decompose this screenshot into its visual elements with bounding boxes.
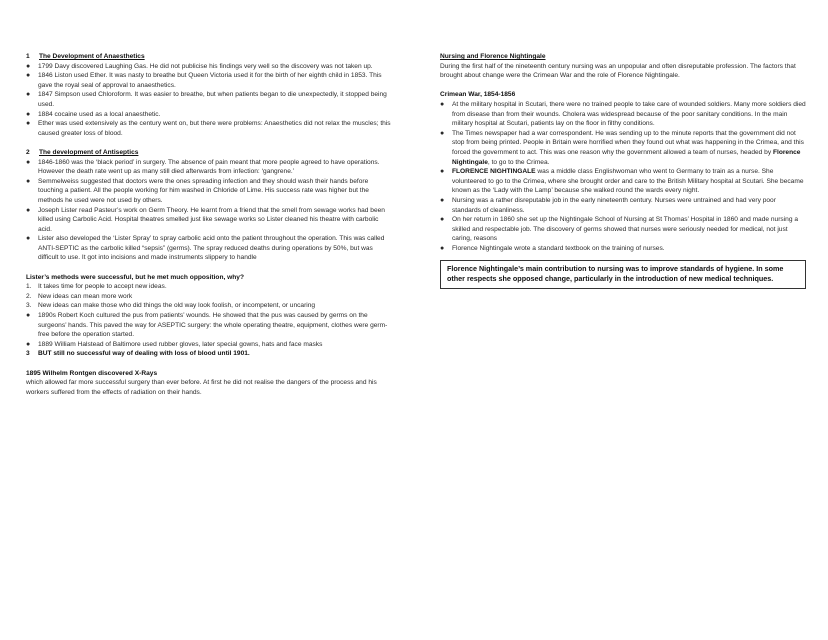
bullet-icon: ● bbox=[26, 110, 31, 118]
crimean-list bbox=[440, 100, 806, 254]
summary-callout-box: Florence Nightingale’s main contribution to nursing was to improve standards of hygiene. In some other respects she opposed change, particularly in the introduction of new medical techniques. bbox=[440, 260, 806, 289]
list-item: ● The Times newspaper had a war correspondent. He was sending up to the minute reports that the government did not stop from being printed. People in Britain were horrified when they found out what was happening in the Crimea, and this forced the government to act. This was one reason why the government allowed a team of nurses, headed by Florence Nightingale, to go to the Crimea. bbox=[440, 129, 804, 166]
bullet-icon: ● bbox=[440, 168, 445, 176]
bullet-icon: ● bbox=[26, 120, 31, 128]
bullet-icon: ● bbox=[440, 100, 445, 108]
list-item: ● FLORENCE NIGHTINGALE was a middle class Englishwoman who went to Germany to train as a nurse. She volunteered to go to the Crimea, where she brought order and care to the British Military hospital at Scutari. She became known as the ‘Lady with the Lamp’ because she walked round the wards every night. bbox=[440, 168, 804, 195]
bullet-icon: ● bbox=[26, 235, 31, 243]
section-number: 1 bbox=[26, 53, 30, 60]
section-title: The Development of Anaesthetics bbox=[39, 53, 145, 60]
bullet-icon: ● bbox=[26, 158, 31, 166]
xray-heading: 1895 Wilhelm Rontgen discovered X-Rays bbox=[26, 369, 158, 377]
anaesthetics-list bbox=[26, 62, 394, 139]
bullet-icon: ● bbox=[440, 129, 445, 137]
list-item: ● 1847 Simpson used Chloroform. It was easier to breathe, but when patients began to die unexpectedly, it stopped being used. bbox=[26, 91, 387, 108]
section-antiseptics-heading bbox=[26, 148, 394, 158]
list-item: 3. New ideas can make those who did things the old way look foolish, or incompetent, or uncaring bbox=[26, 302, 316, 310]
bullet-icon: ● bbox=[440, 216, 445, 224]
bullet-icon: ● bbox=[26, 62, 31, 70]
list-item: ● Joseph Lister read Pasteur’s work on Germ Theory. He learnt from a friend that the smell from sewage works had been killed using Carbolic Acid. Hospital theatres smelled just like sewage works so Lister cleaned his theatre with carbolic acid. bbox=[26, 206, 385, 233]
list-number: 2. bbox=[26, 292, 32, 300]
list-item: ● Nursing was a rather disreputable job in the early nineteenth century. Nurses were untrained and had very poor standards of cleanliness. bbox=[440, 196, 776, 214]
list-item: ● 1884 cocaine used as a local anaesthetic. bbox=[26, 110, 161, 118]
list-item: ● On her return in 1860 she set up the Nightingale School of Nursing at St Thomas’ Hospital in 1860 and made nursing a skilled and respectable job. The discovery of germs showed that nurses were seriously needed for medical, not just caring, reasons bbox=[440, 216, 799, 243]
list-number: 3. bbox=[26, 302, 32, 310]
list-item: 2. New ideas can mean more work bbox=[26, 292, 133, 300]
list-item: 3 BUT still no successful way of dealing with loss of blood until 1901. bbox=[26, 350, 250, 358]
bullet-icon: ● bbox=[26, 340, 31, 348]
list-item: ● Ether was used extensively as the century went on, but there were problems: Anaesthetics did not relax the muscles; this caused greater loss of blood. bbox=[26, 120, 391, 137]
antiseptics-list bbox=[26, 158, 394, 264]
lister-opposition-heading: Lister’s methods were successful, but he met much opposition, why? bbox=[26, 273, 244, 281]
section-number: 2 bbox=[26, 148, 30, 156]
list-item: 1. It takes time for people to accept new ideas. bbox=[26, 283, 167, 291]
bullet-icon: ● bbox=[440, 196, 445, 204]
list-item: ● Florence Nightingale wrote a standard textbook on the training of nurses. bbox=[440, 244, 665, 252]
list-item: ● 1890s Robert Koch cultured the pus from patients’ wounds. He showed that the pus was caused by germs on the surgeons’ hands. This paved the way for ASEPTIC surgery: the whole operating theatre, equipment, clothes were germ-free before the operation started. bbox=[26, 312, 388, 339]
left-column bbox=[26, 52, 394, 397]
section-anaesthetics-heading bbox=[26, 52, 394, 62]
bullet-icon: ● bbox=[26, 72, 31, 80]
nursing-intro: During the first half of the nineteenth century nursing was an unpopular and often disreputable profession. The factors that brought about change were the Crimean War and the role of Florence Nightingale. bbox=[440, 62, 796, 80]
nursing-heading: Nursing and Florence Nightingale bbox=[440, 53, 546, 60]
bullet-icon: ● bbox=[26, 206, 31, 214]
list-item: ● At the military hospital in Scutari, there were no trained people to take care of wounded soldiers. Many more soldiers died from disease than from their wounds. Cholera was widespread because of the poor sanitary conditions. In the main military hospital at Scutari, patients lay on the floor in filthy conditions. bbox=[440, 100, 806, 128]
section-title: The development of Antiseptics bbox=[39, 148, 139, 156]
bullet-icon: ● bbox=[26, 312, 31, 320]
bullet-icon: ● bbox=[26, 177, 31, 185]
list-number: 1. bbox=[26, 283, 32, 291]
list-item: ● Semmelweiss suggested that doctors were the ones spreading infection and they should wash their hands before touching a patient. All the people working for him washed in Chloride of Lime. His success rate was higher but the methods he used were not used by others. bbox=[26, 177, 369, 204]
crimean-war-heading: Crimean War, 1854-1856 bbox=[440, 91, 516, 99]
opposition-list bbox=[26, 282, 394, 359]
xray-text: which allowed far more successful surgery than ever before. At first he did not realise the dangers of the process and his workers suffered from the effects of radiation on their hands. bbox=[26, 379, 377, 396]
list-number: 3 bbox=[26, 350, 30, 358]
bullet-icon: ● bbox=[26, 91, 31, 99]
list-item: ● 1799 Davy discovered Laughing Gas. He did not publicise his findings very well so the discovery was not taken up. bbox=[26, 62, 373, 70]
bullet-icon: ● bbox=[440, 244, 445, 252]
list-item: ● 1846-1860 was the ‘black period’ in surgery. The absence of pain meant that more people agreed to have operations. However the death rate went up as many still died afterwards from infection: ‘gangrene.’ bbox=[26, 158, 380, 176]
list-item: ● 1889 William Halstead of Baltimore used rubber gloves, later special gowns, hats and face masks bbox=[26, 340, 323, 348]
list-item: ● Lister also developed the ‘Lister Spray’ to spray carbolic acid onto the patient throughout the operation. This was called ANTI-SEPTIC as the carbolic killed “sepsis” (germs). The spray reduced deaths during operations by 50%, but was difficult to use. It got into incisions and made instruments slippery to handle bbox=[26, 235, 385, 262]
right-column bbox=[440, 52, 806, 289]
list-item: ● 1846 Liston used Ether. It was nasty to breathe but Queen Victoria used it for the birth of her eighth child in 1853. This gave the royal seal of approval to anaesthetics. bbox=[26, 72, 382, 89]
